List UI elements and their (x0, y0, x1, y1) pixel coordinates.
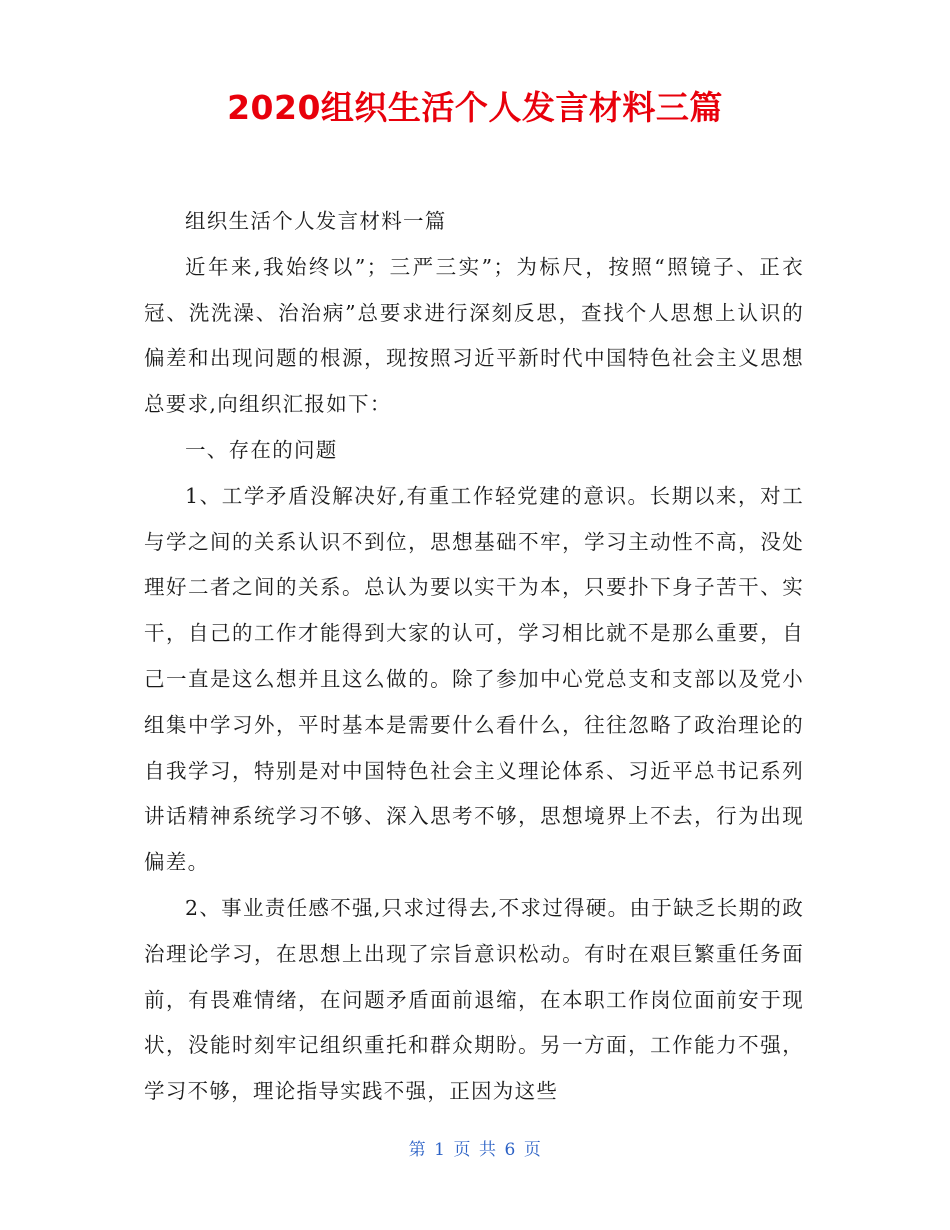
footer-label-ye2: 页 (523, 1140, 542, 1160)
footer-label-total: 共 (479, 1140, 497, 1160)
document-title: 2020组织生活个人发言材料三篇 (227, 88, 723, 127)
document-body (144, 199, 804, 1115)
problems-heading: 一、存在的问题 (185, 437, 338, 462)
page-footer (0, 1135, 950, 1160)
footer-current-page: 1 (434, 1140, 446, 1160)
footer-total-pages: 6 (504, 1140, 516, 1160)
problem-paragraph-1: 1、工学矛盾没解决好,有重工作轻党建的意识。长期以来，对工与学之间的关系认识不到位，思想基础不牢，学习主动性不高，没处理好二者之间的关系。总认为要以实干为本，只要扑下身子苦干、实干，自己的工作才能得到大家的认可，学习相比就不是那么重要，自己一直是这么想并且这么做的。除了参加中心党总支和支部以及党小组集中学习外，平时基本是需要什么看什么，往往忽略了政治理论的自我学习，特别是对中国特色社会主义理论体系、习近平总书记系列讲话精神系统学习不够、深入思考不够，思想境界上不去，行为出现偏差。 (144, 483, 804, 875)
footer-label-ye: 页 (453, 1140, 471, 1160)
intro-paragraph: 近年来,我始终以”；三严三实”；为标尺，按照“照镜子、正衣冠、洗洗澡、治治病”总要求进行深刻反思，查找个人思想上认识的偏差和出现问题的根源，现按照习近平新时代中国特色社会主义思想总要求,向组织汇报如下： (144, 254, 804, 417)
problem-paragraph-2: 2、事业责任感不强,只求过得去,不求过得硬。由于缺乏长期的政治理论学习，在思想上出现了宗旨意识松动。有时在艰巨繁重任务面前，有畏难情绪，在问题矛盾面前退缩，在本职工作岗位面前安于现状，没能时刻牢记组织重托和群众期盼。另一方面，工作能力不强，学习不够，理论指导实践不强，正因为这些 (144, 895, 804, 1104)
footer-label-page: 第 (408, 1140, 427, 1160)
section-heading: 组织生活个人发言材料一篇 (185, 209, 447, 233)
